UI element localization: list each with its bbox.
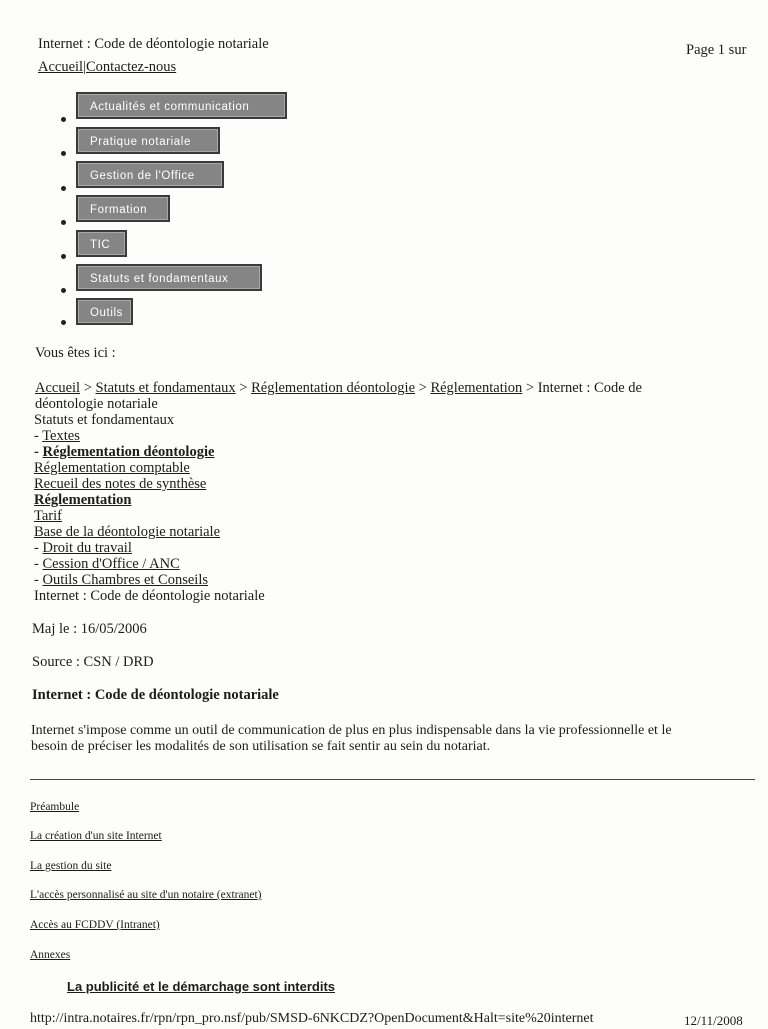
article-title: Internet : Code de déontologie notariale <box>32 687 279 703</box>
divider <box>30 779 755 780</box>
intro-line: Internet s'impose comme un outil de communication de plus en plus indispensable dans la vie professionnelle et le <box>31 723 672 738</box>
section-menu <box>34 412 265 604</box>
menu-link-base[interactable]: Base de la déontologie notariale <box>34 524 221 540</box>
top-links <box>38 59 176 76</box>
breadcrumb-reglementation[interactable]: Réglementation <box>430 380 523 396</box>
toc-link-annexes[interactable]: Annexes <box>30 949 71 961</box>
nav-button-tic[interactable]: TIC <box>76 230 127 257</box>
article-intro <box>31 723 672 755</box>
nav-button-statuts[interactable]: Statuts et fondamentaux <box>76 264 262 291</box>
toc-link-creation[interactable]: La création d'un site Internet <box>30 830 162 842</box>
section-heading: Statuts et fondamentaux <box>34 412 175 428</box>
location-label: Vous êtes ici : <box>35 345 116 361</box>
footer-date: 12/11/2008 <box>684 1013 743 1028</box>
bullet-icon <box>61 288 66 293</box>
bullet-icon <box>61 254 66 259</box>
page-title: Internet : Code de déontologie notariale <box>38 36 269 52</box>
toc-link-extranet[interactable]: L'accès personnalisé au site d'un notaire (extranet) <box>30 889 262 901</box>
home-link[interactable]: Accueil <box>38 59 84 75</box>
menu-link-tarif[interactable]: Tarif <box>34 508 62 524</box>
nav-button-formation[interactable]: Formation <box>76 195 170 222</box>
page-number: Page 1 sur <box>686 42 747 58</box>
menu-link-reg-comptable[interactable]: Réglementation comptable <box>34 460 190 476</box>
breadcrumb-separator: > <box>415 380 431 396</box>
nav-button-actualites[interactable]: Actualités et communication <box>76 92 287 119</box>
nav-button-gestion[interactable]: Gestion de l'Office <box>76 161 224 188</box>
toc-link-preambule[interactable]: Préambule <box>30 801 80 813</box>
nav-button-pratique[interactable]: Pratique notariale <box>76 127 220 154</box>
bullet-icon <box>61 151 66 156</box>
dash: - <box>34 540 43 556</box>
breadcrumb-reg-deonto[interactable]: Réglementation déontologie <box>251 380 415 396</box>
menu-link-droit[interactable]: Droit du travail <box>42 540 132 556</box>
menu-link-recueil[interactable]: Recueil des notes de synthèse <box>34 476 207 492</box>
breadcrumb <box>35 380 642 412</box>
source: Source : CSN / DRD <box>32 654 154 670</box>
dash: - <box>34 556 43 572</box>
bullet-icon <box>61 117 66 122</box>
bullet-icon <box>61 320 66 325</box>
breadcrumb-home[interactable]: Accueil <box>35 380 81 396</box>
section-heading-publicite[interactable]: La publicité et le démarchage sont interdits <box>67 979 336 994</box>
toc-link-intranet[interactable]: Accès au FCDDV (Intranet) <box>30 919 160 931</box>
menu-link-outils[interactable]: Outils Chambres et Conseils <box>42 572 209 588</box>
link-separator: | <box>83 59 86 75</box>
nav-button-outils[interactable]: Outils <box>76 298 133 325</box>
breadcrumb-current: Internet : Code de <box>537 380 642 396</box>
toc-link-gestion[interactable]: La gestion du site <box>30 860 112 872</box>
update-date: Maj le : 16/05/2006 <box>32 621 147 637</box>
menu-current: Internet : Code de déontologie notariale <box>34 588 265 604</box>
footer-url: http://intra.notaires.fr/rpn/rpn_pro.nsf/pub/SMSD-6NKCDZ?OpenDocument&Halt=site%20internet <box>30 1011 594 1026</box>
menu-link-cession[interactable]: Cession d'Office / ANC <box>42 556 180 572</box>
bullet-icon <box>61 220 66 225</box>
breadcrumb-separator: > <box>80 380 96 396</box>
contact-link[interactable]: Contactez-nous <box>86 59 177 75</box>
dash: - <box>34 572 43 588</box>
intro-line: besoin de préciser les modalités de son utilisation se fait sentir au sein du notariat. <box>31 739 491 754</box>
menu-link-reglementation[interactable]: Réglementation <box>34 492 132 508</box>
menu-link-textes[interactable]: Textes <box>42 428 80 444</box>
dash: - <box>34 444 43 460</box>
breadcrumb-statuts[interactable]: Statuts et fondamentaux <box>95 380 236 396</box>
breadcrumb-separator: > <box>235 380 252 396</box>
bullet-icon <box>61 186 66 191</box>
menu-link-reg-deonto[interactable]: Réglementation déontologie <box>42 444 215 460</box>
dash: - <box>34 428 43 444</box>
breadcrumb-separator: > <box>522 380 538 396</box>
breadcrumb-current-cont: déontologie notariale <box>35 396 158 412</box>
